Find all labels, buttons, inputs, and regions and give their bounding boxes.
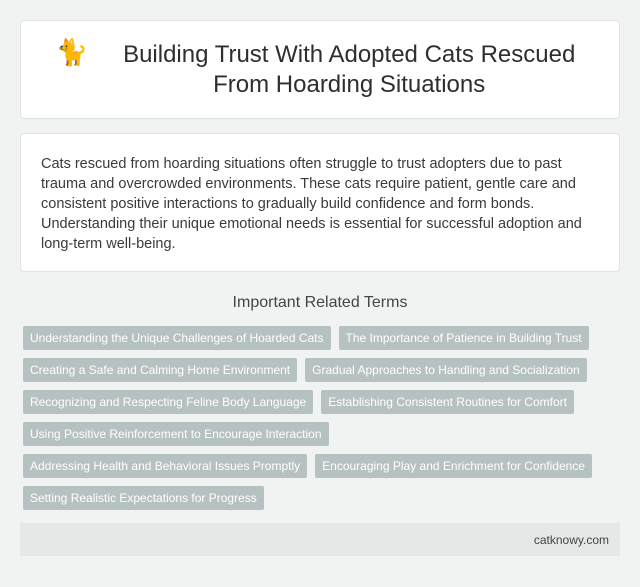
term-tag[interactable]: Establishing Consistent Routines for Comfort xyxy=(321,390,574,414)
footer xyxy=(20,523,620,556)
term-tag[interactable]: Addressing Health and Behavioral Issues Promptly xyxy=(23,454,307,478)
term-tag[interactable]: Gradual Approaches to Handling and Socialization xyxy=(305,358,587,382)
term-tag[interactable]: The Importance of Patience in Building Trust xyxy=(339,326,589,350)
page-title: Building Trust With Adopted Cats Rescued From Hoarding Situations xyxy=(123,40,576,98)
cat-icon: 🐈 xyxy=(55,37,89,68)
term-tag[interactable]: Understanding the Unique Challenges of Hoarded Cats xyxy=(23,326,331,350)
related-terms-heading: Important Related Terms xyxy=(232,294,408,311)
summary-card xyxy=(20,133,620,272)
footer-site-name[interactable]: catknowy.com xyxy=(533,532,609,547)
related-terms-list xyxy=(20,326,620,518)
term-tag[interactable]: Creating a Safe and Calming Home Environment xyxy=(23,358,297,382)
header-inner xyxy=(55,37,584,100)
summary-text: Cats rescued from hoarding situations often struggle to trust adopters due to past trauma and overcrowded environments. These cats require patient, gentle care and consistent positive interactions to gradually build confidence and form bonds. Understanding their unique emotional needs is essential for successful adoption and long-term well-being. xyxy=(41,156,582,252)
header-card xyxy=(20,20,620,119)
term-tag[interactable]: Encouraging Play and Enrichment for Confidence xyxy=(315,454,592,478)
term-tag[interactable]: Recognizing and Respecting Feline Body Language xyxy=(23,390,313,414)
term-tag[interactable]: Setting Realistic Expectations for Progress xyxy=(23,486,264,510)
term-tag[interactable]: Using Positive Reinforcement to Encourage Interaction xyxy=(23,422,329,446)
